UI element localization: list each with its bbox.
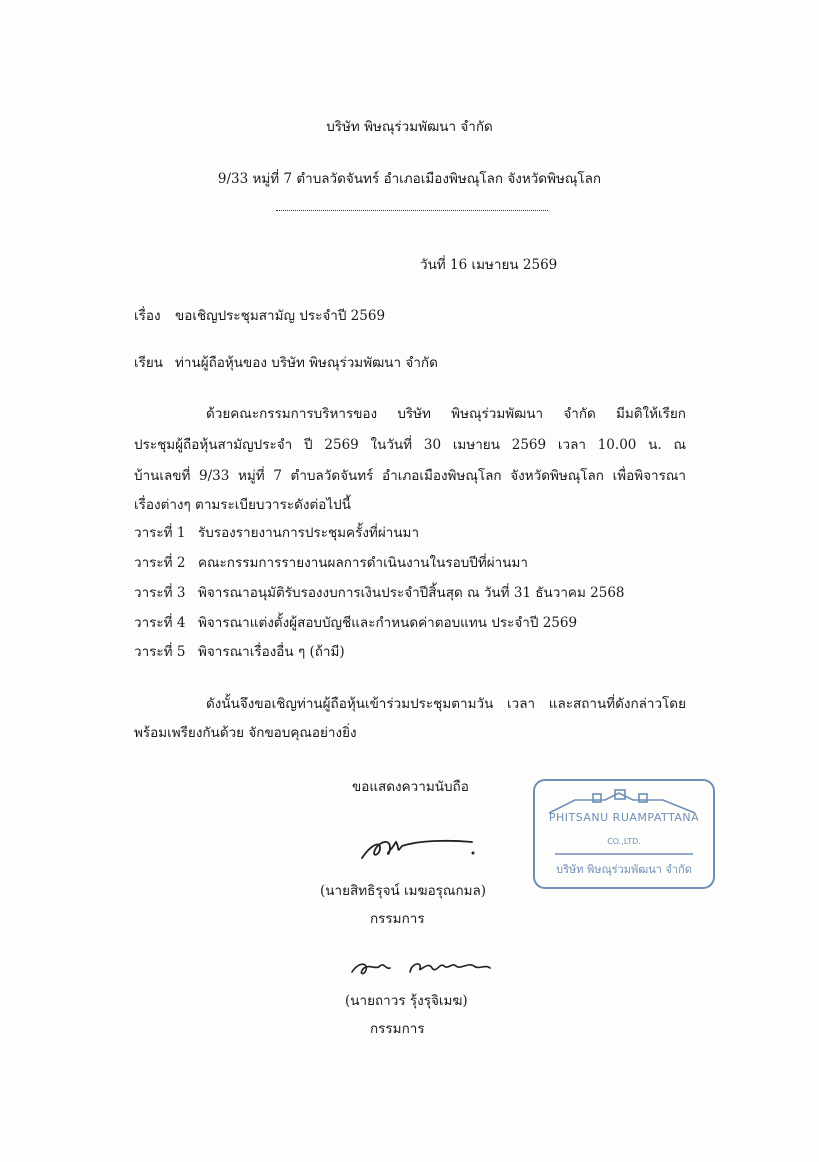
closing-line-1: ดังนั้นจึงขอเชิญท่านผู้ถือหุ้นเข้าร่วมประชุมตามวัน เวลา และสถานที่ดังกล่าวโดย: [206, 696, 686, 712]
signatory-2-title: กรรมการ: [370, 1021, 425, 1037]
signatory-1-title: กรรมการ: [370, 911, 425, 927]
agenda-item-text: พิจารณาเรื่องอื่น ๆ (ถ้ามี): [198, 644, 345, 660]
agenda-item-text: พิจารณาอนุมัติรับรองงบการเงินประจำปีสิ้นสุด ณ วันที่ 31 ธันวาคม 2568: [198, 585, 625, 601]
signature-1: [340, 826, 480, 866]
closing-line-2: พร้อมเพรียงกันด้วย จักขอบคุณอย่างยิ่ง: [134, 725, 357, 741]
regards: ขอแสดงความนับถือ: [352, 779, 469, 795]
company-name: บริษัท พิษณุร่วมพัฒนา จำกัด: [326, 119, 493, 135]
agenda-item-text: คณะกรรมการรายงานผลการดำเนินงานในรอบปีที่ผ่านมา: [198, 555, 528, 571]
stamp-name-th: บริษัท พิษณุร่วมพัฒนา จำกัด: [556, 863, 692, 876]
dotted-divider: [276, 210, 548, 211]
company-stamp: [533, 779, 715, 889]
recipient-text: ท่านผู้ถือหุ้นของ บริษัท พิษณุร่วมพัฒนา จำกัด: [175, 355, 438, 371]
subject-label: เรื่อง: [134, 308, 161, 324]
agenda-item-label: วาระที่ 4: [134, 615, 186, 631]
body-line-3: บ้านเลขที่ 9/33 หมู่ที่ 7 ตำบลวัดจันทร์ อำเภอเมืองพิษณุโลก จังหวัดพิษณุโลก เพื่อพิจารณา: [134, 468, 686, 484]
stamp-co: CO.,LTD.: [607, 837, 641, 846]
agenda-item-label: วาระที่ 1: [134, 525, 186, 541]
subject-text: ขอเชิญประชุมสามัญ ประจำปี 2569: [175, 308, 386, 324]
signature-2: [340, 950, 500, 984]
body-line-2: ประชุมผู้ถือหุ้นสามัญประจำ ปี 2569 ในวันที่ 30 เมษายน 2569 เวลา 10.00 น. ณ: [134, 437, 686, 453]
recipient-label: เรียน: [134, 355, 164, 371]
agenda-item-label: วาระที่ 3: [134, 585, 186, 601]
letter-date: วันที่ 16 เมษายน 2569: [420, 257, 558, 273]
agenda-item-text: พิจารณาแต่งตั้งผู้สอบบัญชีและกำหนดค่าตอบแทน ประจำปี 2569: [198, 615, 578, 631]
signatory-1-name: (นายสิทธิรุจน์ เมฆอรุณกมล): [320, 883, 487, 899]
agenda-item-text: รับรองรายงานการประชุมครั้งที่ผ่านมา: [198, 525, 420, 541]
signatory-2-name: (นายถาวร รุ้งรุจิเมฆ): [345, 993, 468, 1009]
agenda-item-label: วาระที่ 2: [134, 555, 186, 571]
stamp-name-en: PHITSANU RUAMPATTANA: [548, 811, 700, 824]
body-line-1: ด้วยคณะกรรมการบริหารของ บริษัท พิษณุร่วมพัฒนา จำกัด มีมติให้เรียก: [206, 406, 686, 422]
company-address: 9/33 หมู่ที่ 7 ตำบลวัดจันทร์ อำเภอเมืองพิษณุโลก จังหวัดพิษณุโลก: [217, 171, 602, 187]
agenda-item-label: วาระที่ 5: [134, 644, 186, 660]
body-line-4: เรื่องต่างๆ ตามระเบียบวาระดังต่อไปนี้: [134, 497, 351, 513]
